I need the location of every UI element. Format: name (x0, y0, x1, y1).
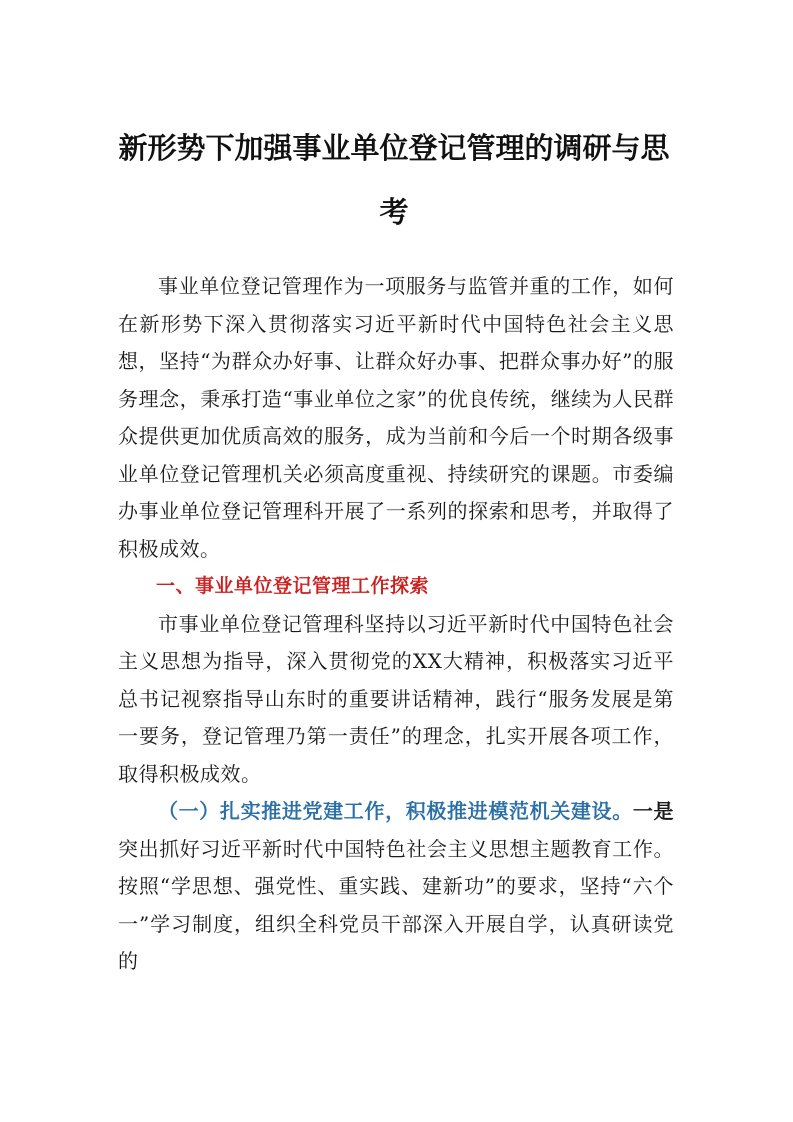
document-body (118, 268, 674, 981)
subsection-1-text: 突出抓好习近平新时代中国特色社会主义思想主题教育工作。按照“学思想、强党性、重实践、建新功”的要求，坚持“六个一”学习制度，组织全科党员干部深入开展自学，认真研读党的 (118, 836, 674, 973)
document-title-line-2: 考 (379, 195, 409, 229)
section-1-heading: 一、事业单位登记管理工作探索 (156, 575, 430, 597)
section-1-paragraph: 市事业单位登记管理科坚持以习近平新时代中国特色社会主义思想为指导，深入贯彻党的XX大精神，积极落实习近平总书记视察指导山东时的重要讲话精神，践行“服务发展是第一要务，登记管理乃第一责任”的理念，扎实开展各项工作，取得积极成效。 (118, 611, 674, 786)
document-title-line-1: 新形势下加强事业单位登记管理的调研与思 (118, 131, 670, 165)
subsection-1-lead: 一是 (632, 799, 675, 823)
subsection-1-heading: （一）扎实推进党建工作，积极推进模范机关建设。 (158, 799, 633, 823)
intro-paragraph: 事业单位登记管理作为一项服务与监管并重的工作，如何在新形势下深入贯彻落实习近平新时代中国特色社会主义思想，坚持“为群众办好事、让群众好办事、把群众事办好”的服务理念，秉承打造“事业单位之家”的优良传统，继续为人民群众提供更加优质高效的服务，成为当前和今后一个时期各级事业单位登记管理机关必须高度重视、持续研究的课题。市委编办事业单位登记管理科开展了一系列的探索和思考，并取得了积极成效。 (118, 274, 674, 561)
subsection-1-paragraph (118, 793, 674, 981)
